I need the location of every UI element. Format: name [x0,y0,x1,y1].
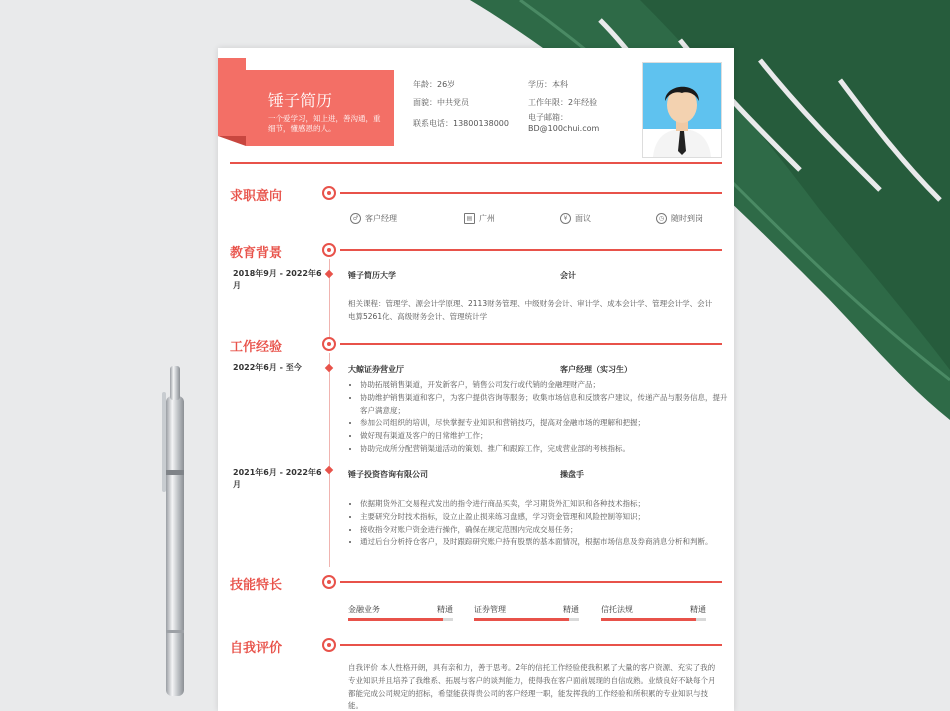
list-item: • 做好现有渠道及客户的日常维护工作； [360,430,730,443]
yen-icon: ¥ [560,213,571,224]
list-item: • 通过后台分析持仓客户，及时跟踪研究账户持有股票的基本面情况，根据市场信息及券商消息分析和判断。 [360,536,730,549]
skill-name: 金融业务 [348,605,380,614]
section-title-self-eval: 自我评价 [230,641,283,656]
skill-level: 精通 [437,605,453,614]
work-role: 客户经理（实习生） [560,365,632,374]
education-major: 会计 [560,271,576,280]
info-politics: 面貌：中共党员 [413,98,469,107]
timeline-marker [325,270,333,278]
skill-item [601,604,706,615]
section-title-skills: 技能特长 [230,578,283,593]
info-age: 年龄：26岁 [413,80,456,89]
work-company: 锤子投资咨询有限公司 [348,470,428,479]
list-item: • 参加公司组织的培训，尽快掌握专业知识和营销技巧，提高对金融市场的理解和把握； [360,417,730,430]
skill-bar-fill [348,618,443,621]
work-date: 2022年6月 - 至今 [233,363,302,372]
section-line [340,249,722,251]
resume-paper [218,48,734,711]
skill-bar-fill [474,618,569,621]
list-item: • 主要研究分时技术指标，设立止盈止损来练习盘感，学习资金管理和风险控制等知识； [360,511,730,524]
work-company: 大鲸证券营业厅 [348,365,404,374]
work-role: 操盘手 [560,470,584,479]
section-title-education: 教育背景 [230,246,283,261]
header-divider [230,162,722,164]
education-date: 2018年9月 - 2022年6月 [233,269,322,290]
timeline-node [322,337,336,351]
work-duties-list [348,498,730,549]
skill-item [348,604,453,615]
intent-salary: ¥ 面议 [560,213,591,224]
clock-icon: ◷ [656,213,667,224]
intent-city: ▤ 广州 [464,213,495,224]
applicant-tagline: 一个爱学习，知上进，善沟通，重细节，懂感恩的人。 [268,114,381,133]
info-email: BD@100chui.com [528,124,600,133]
building-icon: ▤ [464,213,475,224]
skill-bar-fill [601,618,696,621]
profile-photo [642,62,722,158]
section-line [340,581,722,583]
skill-bar-track [601,618,706,621]
skill-level: 精通 [563,605,579,614]
timeline-node [322,575,336,589]
intent-availability: ◷ 随时到岗 [656,213,703,224]
info-email-label: 电子邮箱： [528,113,568,122]
info-experience: 工作年限：2年经验 [528,98,598,107]
skill-name: 证券管理 [474,605,506,614]
work-duties-list [348,379,730,456]
section-title-work: 工作经验 [230,340,283,355]
education-courses: 相关课程：管理学、源会计学原理、2113财务管理、中级财务会计、审计学、成本会计学、管理会计学、会计电算5261化、高级财务会计、管理统计学 [348,299,713,321]
skill-item [474,604,579,615]
list-item: • 协助维护销售渠道和客户，为客户提供咨询等服务；收集市场信息和反馈客户建议，传递产品与服务信息，提升客户满意度； [360,392,730,418]
intent-position: ♂ 客户经理 [350,213,397,224]
section-line [340,644,722,646]
skill-name: 信托法规 [601,605,633,614]
info-education: 学历：本科 [528,80,568,89]
timeline-line [329,353,330,567]
education-school: 锤子简历大学 [348,271,396,280]
info-phone: 联系电话：13800138000 [413,119,509,128]
list-item: • 协助拓展销售渠道，开发新客户，销售公司发行或代销的金融理财产品； [360,379,730,392]
timeline-node [322,243,336,257]
tie-icon: ♂ [350,213,361,224]
skill-bar-track [348,618,453,621]
skill-bar-track [474,618,579,621]
section-line [340,192,722,194]
timeline-node [322,186,336,200]
list-item: • 依据期货外汇交易程式发出的指令进行商品买卖，学习期货外汇知识和各种技术指标； [360,498,730,511]
name-banner [218,58,394,148]
self-eval-text: 自我评价 本人性格开朗，具有亲和力，善于思考。2年的信托工作经验使我积累了大量的客户资源、充实了我的专业知识并且培养了我维系、拓展与客户的谈判能力，使得我在客户面前展现的自信成熟。业绩良好不缺每个月都能完成公司规定的招标，希望能获得贵公司的客户经理一职，能发挥我的工作经验和所积累的专业知识与技能。 [348,663,716,711]
section-line [340,343,722,345]
section-title-intent: 求职意向 [230,189,283,204]
list-item: • 接收指令对账户资金进行操作，确保在规定范围内完成交易任务； [360,524,730,537]
timeline-marker [325,364,333,372]
skill-level: 精通 [690,605,706,614]
applicant-name: 锤子简历 [268,91,333,110]
list-item: • 协助完成所分配营销渠道活动的策划、推广和跟踪工作，完成营业部的考核指标。 [360,443,730,456]
timeline-node [322,638,336,652]
timeline-marker [325,466,333,474]
work-date: 2021年6月 - 2022年6月 [233,468,322,489]
